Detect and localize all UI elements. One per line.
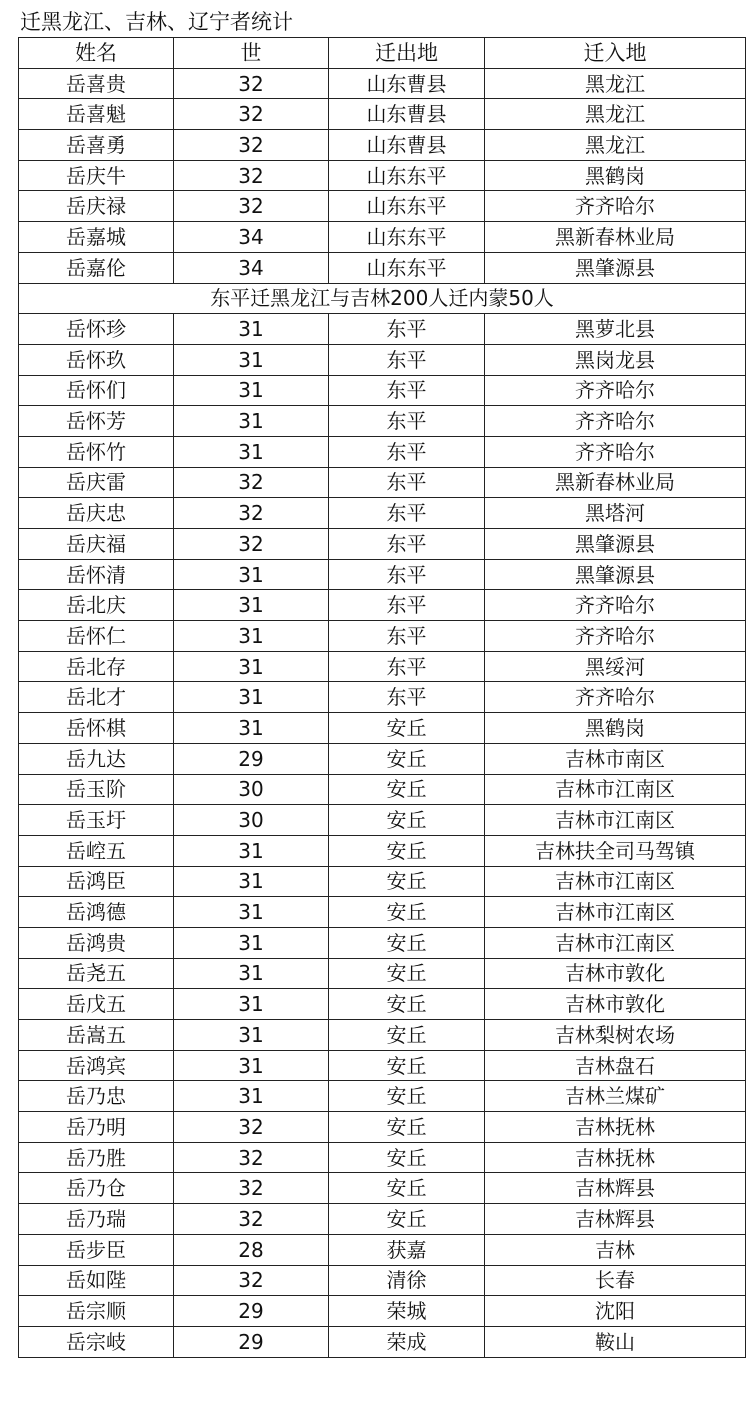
destination-cell: 吉林市敦化 <box>485 989 746 1020</box>
table-row <box>19 989 746 1020</box>
origin-cell: 安丘 <box>329 1020 485 1051</box>
destination-cell: 吉林辉县 <box>485 1173 746 1204</box>
table-row <box>19 191 746 222</box>
origin-cell: 安丘 <box>329 866 485 897</box>
table-row <box>19 1173 746 1204</box>
destination-cell: 吉林兰煤矿 <box>485 1081 746 1112</box>
name-cell: 岳嵩五 <box>19 1020 174 1051</box>
table-row <box>19 130 746 161</box>
generation-cell: 32 <box>174 130 329 161</box>
destination-cell: 吉林市敦化 <box>485 958 746 989</box>
origin-cell: 安丘 <box>329 1204 485 1235</box>
destination-cell: 黑龙江 <box>485 68 746 99</box>
name-cell: 岳怀仁 <box>19 621 174 652</box>
name-cell: 岳北存 <box>19 651 174 682</box>
table-row <box>19 958 746 989</box>
table-row <box>19 252 746 283</box>
origin-cell: 东平 <box>329 314 485 345</box>
table-row <box>19 866 746 897</box>
origin-cell: 山东东平 <box>329 222 485 253</box>
origin-cell: 安丘 <box>329 1173 485 1204</box>
destination-cell: 黑岗龙县 <box>485 344 746 375</box>
destination-cell: 吉林梨树农场 <box>485 1020 746 1051</box>
destination-cell: 齐齐哈尔 <box>485 436 746 467</box>
generation-cell: 28 <box>174 1234 329 1265</box>
generation-cell: 32 <box>174 160 329 191</box>
name-cell: 岳戊五 <box>19 989 174 1020</box>
destination-cell: 齐齐哈尔 <box>485 191 746 222</box>
generation-cell: 32 <box>174 1112 329 1143</box>
generation-cell: 31 <box>174 621 329 652</box>
generation-cell: 29 <box>174 1296 329 1327</box>
origin-cell: 东平 <box>329 467 485 498</box>
table-row <box>19 406 746 437</box>
destination-cell: 黑肇源县 <box>485 559 746 590</box>
name-cell: 岳乃明 <box>19 1112 174 1143</box>
origin-cell: 荣城 <box>329 1296 485 1327</box>
table-row <box>19 436 746 467</box>
name-cell: 岳怀清 <box>19 559 174 590</box>
table-row <box>19 590 746 621</box>
generation-cell: 31 <box>174 314 329 345</box>
destination-cell: 吉林市江南区 <box>485 897 746 928</box>
migration-table <box>18 37 746 1358</box>
destination-cell: 吉林市江南区 <box>485 927 746 958</box>
name-cell: 岳嘉城 <box>19 222 174 253</box>
destination-cell: 吉林市江南区 <box>485 774 746 805</box>
generation-cell: 31 <box>174 559 329 590</box>
name-cell: 岳尧五 <box>19 958 174 989</box>
name-cell: 岳怀珍 <box>19 314 174 345</box>
destination-cell: 黑新春林业局 <box>485 222 746 253</box>
generation-cell: 31 <box>174 1020 329 1051</box>
name-cell: 岳崆五 <box>19 835 174 866</box>
destination-cell: 吉林市江南区 <box>485 866 746 897</box>
name-cell: 岳鸿宾 <box>19 1050 174 1081</box>
name-cell: 岳乃忠 <box>19 1081 174 1112</box>
origin-cell: 山东东平 <box>329 252 485 283</box>
table-row <box>19 713 746 744</box>
origin-cell: 东平 <box>329 375 485 406</box>
name-cell: 岳乃胜 <box>19 1142 174 1173</box>
generation-cell: 32 <box>174 68 329 99</box>
destination-cell: 黑肇源县 <box>485 529 746 560</box>
table-row <box>19 222 746 253</box>
name-cell: 岳鸿德 <box>19 897 174 928</box>
origin-cell: 山东曹县 <box>329 99 485 130</box>
generation-cell: 32 <box>174 467 329 498</box>
destination-cell: 黑鹤岗 <box>485 713 746 744</box>
table-row <box>19 344 746 375</box>
table-row <box>19 160 746 191</box>
origin-cell: 山东曹县 <box>329 130 485 161</box>
origin-cell: 安丘 <box>329 989 485 1020</box>
name-cell: 岳庆福 <box>19 529 174 560</box>
name-cell: 岳怀玖 <box>19 344 174 375</box>
origin-cell: 东平 <box>329 621 485 652</box>
table-row <box>19 314 746 345</box>
generation-cell: 31 <box>174 375 329 406</box>
origin-cell: 安丘 <box>329 927 485 958</box>
origin-cell: 荣成 <box>329 1326 485 1357</box>
generation-cell: 30 <box>174 805 329 836</box>
table-row <box>19 835 746 866</box>
table-row <box>19 682 746 713</box>
destination-cell: 沈阳 <box>485 1296 746 1327</box>
table-row <box>19 897 746 928</box>
origin-cell: 安丘 <box>329 774 485 805</box>
origin-cell: 东平 <box>329 344 485 375</box>
table-row <box>19 1326 746 1357</box>
generation-cell: 31 <box>174 651 329 682</box>
table-row <box>19 1296 746 1327</box>
name-cell: 岳喜贵 <box>19 68 174 99</box>
section-note: 东平迁黑龙江与吉林200人迁内蒙50人 <box>19 283 746 314</box>
name-cell: 岳乃瑞 <box>19 1204 174 1235</box>
destination-cell: 吉林 <box>485 1234 746 1265</box>
generation-cell: 31 <box>174 927 329 958</box>
origin-cell: 安丘 <box>329 958 485 989</box>
origin-cell: 东平 <box>329 682 485 713</box>
header-name: 姓名 <box>19 38 174 69</box>
destination-cell: 齐齐哈尔 <box>485 621 746 652</box>
generation-cell: 31 <box>174 682 329 713</box>
generation-cell: 31 <box>174 897 329 928</box>
generation-cell: 31 <box>174 436 329 467</box>
origin-cell: 安丘 <box>329 1081 485 1112</box>
table-row <box>19 68 746 99</box>
table-row <box>19 99 746 130</box>
destination-cell: 吉林辉县 <box>485 1204 746 1235</box>
destination-cell: 吉林抚林 <box>485 1142 746 1173</box>
destination-cell: 齐齐哈尔 <box>485 682 746 713</box>
document-title: 迁黑龙江、吉林、辽宁者统计 <box>20 10 293 34</box>
name-cell: 岳怀竹 <box>19 436 174 467</box>
origin-cell: 安丘 <box>329 805 485 836</box>
table-row <box>19 529 746 560</box>
name-cell: 岳庆牛 <box>19 160 174 191</box>
name-cell: 岳嘉伦 <box>19 252 174 283</box>
table-row <box>19 1265 746 1296</box>
generation-cell: 31 <box>174 1050 329 1081</box>
origin-cell: 东平 <box>329 529 485 560</box>
destination-cell: 吉林市南区 <box>485 743 746 774</box>
generation-cell: 29 <box>174 1326 329 1357</box>
section-note-row <box>19 283 746 314</box>
generation-cell: 32 <box>174 99 329 130</box>
table-row <box>19 927 746 958</box>
name-cell: 岳鸿贵 <box>19 927 174 958</box>
table-body <box>19 68 746 1357</box>
generation-cell: 32 <box>174 1173 329 1204</box>
name-cell: 岳庆雷 <box>19 467 174 498</box>
origin-cell: 东平 <box>329 590 485 621</box>
origin-cell: 安丘 <box>329 713 485 744</box>
name-cell: 岳喜勇 <box>19 130 174 161</box>
destination-cell: 长春 <box>485 1265 746 1296</box>
header-generation: 世 <box>174 38 329 69</box>
name-cell: 岳怀棋 <box>19 713 174 744</box>
generation-cell: 32 <box>174 529 329 560</box>
generation-cell: 31 <box>174 344 329 375</box>
table-row <box>19 805 746 836</box>
generation-cell: 31 <box>174 866 329 897</box>
destination-cell: 鞍山 <box>485 1326 746 1357</box>
generation-cell: 31 <box>174 989 329 1020</box>
destination-cell: 黑龙江 <box>485 99 746 130</box>
destination-cell: 齐齐哈尔 <box>485 406 746 437</box>
table-row <box>19 559 746 590</box>
destination-cell: 吉林盘石 <box>485 1050 746 1081</box>
generation-cell: 30 <box>174 774 329 805</box>
generation-cell: 31 <box>174 590 329 621</box>
name-cell: 岳九达 <box>19 743 174 774</box>
origin-cell: 东平 <box>329 436 485 467</box>
destination-cell: 齐齐哈尔 <box>485 590 746 621</box>
origin-cell: 山东曹县 <box>329 68 485 99</box>
name-cell: 岳怀芳 <box>19 406 174 437</box>
destination-cell: 黑新春林业局 <box>485 467 746 498</box>
name-cell: 岳步臣 <box>19 1234 174 1265</box>
destination-cell: 吉林抚林 <box>485 1112 746 1143</box>
table-row <box>19 651 746 682</box>
name-cell: 岳如陛 <box>19 1265 174 1296</box>
header-origin: 迁出地 <box>329 38 485 69</box>
destination-cell: 黑鹤岗 <box>485 160 746 191</box>
origin-cell: 东平 <box>329 406 485 437</box>
name-cell: 岳怀们 <box>19 375 174 406</box>
origin-cell: 安丘 <box>329 835 485 866</box>
generation-cell: 31 <box>174 958 329 989</box>
origin-cell: 山东东平 <box>329 160 485 191</box>
generation-cell: 31 <box>174 406 329 437</box>
generation-cell: 29 <box>174 743 329 774</box>
origin-cell: 山东东平 <box>329 191 485 222</box>
name-cell: 岳北庆 <box>19 590 174 621</box>
destination-cell: 齐齐哈尔 <box>485 375 746 406</box>
generation-cell: 31 <box>174 1081 329 1112</box>
table-row <box>19 1142 746 1173</box>
name-cell: 岳玉阶 <box>19 774 174 805</box>
destination-cell: 黑塔河 <box>485 498 746 529</box>
origin-cell: 安丘 <box>329 1142 485 1173</box>
table-row <box>19 1050 746 1081</box>
table-row <box>19 1020 746 1051</box>
table-row <box>19 467 746 498</box>
origin-cell: 东平 <box>329 498 485 529</box>
generation-cell: 32 <box>174 1265 329 1296</box>
destination-cell: 黑肇源县 <box>485 252 746 283</box>
generation-cell: 34 <box>174 252 329 283</box>
name-cell: 岳北才 <box>19 682 174 713</box>
table-row <box>19 1112 746 1143</box>
destination-cell: 黑龙江 <box>485 130 746 161</box>
generation-cell: 31 <box>174 713 329 744</box>
name-cell: 岳庆禄 <box>19 191 174 222</box>
generation-cell: 32 <box>174 498 329 529</box>
origin-cell: 获嘉 <box>329 1234 485 1265</box>
name-cell: 岳乃仓 <box>19 1173 174 1204</box>
generation-cell: 31 <box>174 835 329 866</box>
name-cell: 岳喜魁 <box>19 99 174 130</box>
origin-cell: 安丘 <box>329 897 485 928</box>
generation-cell: 32 <box>174 1204 329 1235</box>
origin-cell: 清徐 <box>329 1265 485 1296</box>
table-row <box>19 621 746 652</box>
generation-cell: 32 <box>174 191 329 222</box>
header-row <box>19 38 746 69</box>
generation-cell: 34 <box>174 222 329 253</box>
destination-cell: 黑绥河 <box>485 651 746 682</box>
origin-cell: 安丘 <box>329 743 485 774</box>
origin-cell: 东平 <box>329 559 485 590</box>
origin-cell: 安丘 <box>329 1112 485 1143</box>
table-row <box>19 1204 746 1235</box>
name-cell: 岳宗岐 <box>19 1326 174 1357</box>
table-row <box>19 743 746 774</box>
origin-cell: 安丘 <box>329 1050 485 1081</box>
name-cell: 岳宗顺 <box>19 1296 174 1327</box>
table-row <box>19 774 746 805</box>
destination-cell: 黑萝北县 <box>485 314 746 345</box>
name-cell: 岳鸿臣 <box>19 866 174 897</box>
table-row <box>19 498 746 529</box>
origin-cell: 东平 <box>329 651 485 682</box>
table-row <box>19 1081 746 1112</box>
table-row <box>19 1234 746 1265</box>
header-destination: 迁入地 <box>485 38 746 69</box>
table-row <box>19 375 746 406</box>
destination-cell: 吉林市江南区 <box>485 805 746 836</box>
generation-cell: 32 <box>174 1142 329 1173</box>
name-cell: 岳庆忠 <box>19 498 174 529</box>
destination-cell: 吉林扶全司马驾镇 <box>485 835 746 866</box>
name-cell: 岳玉圩 <box>19 805 174 836</box>
